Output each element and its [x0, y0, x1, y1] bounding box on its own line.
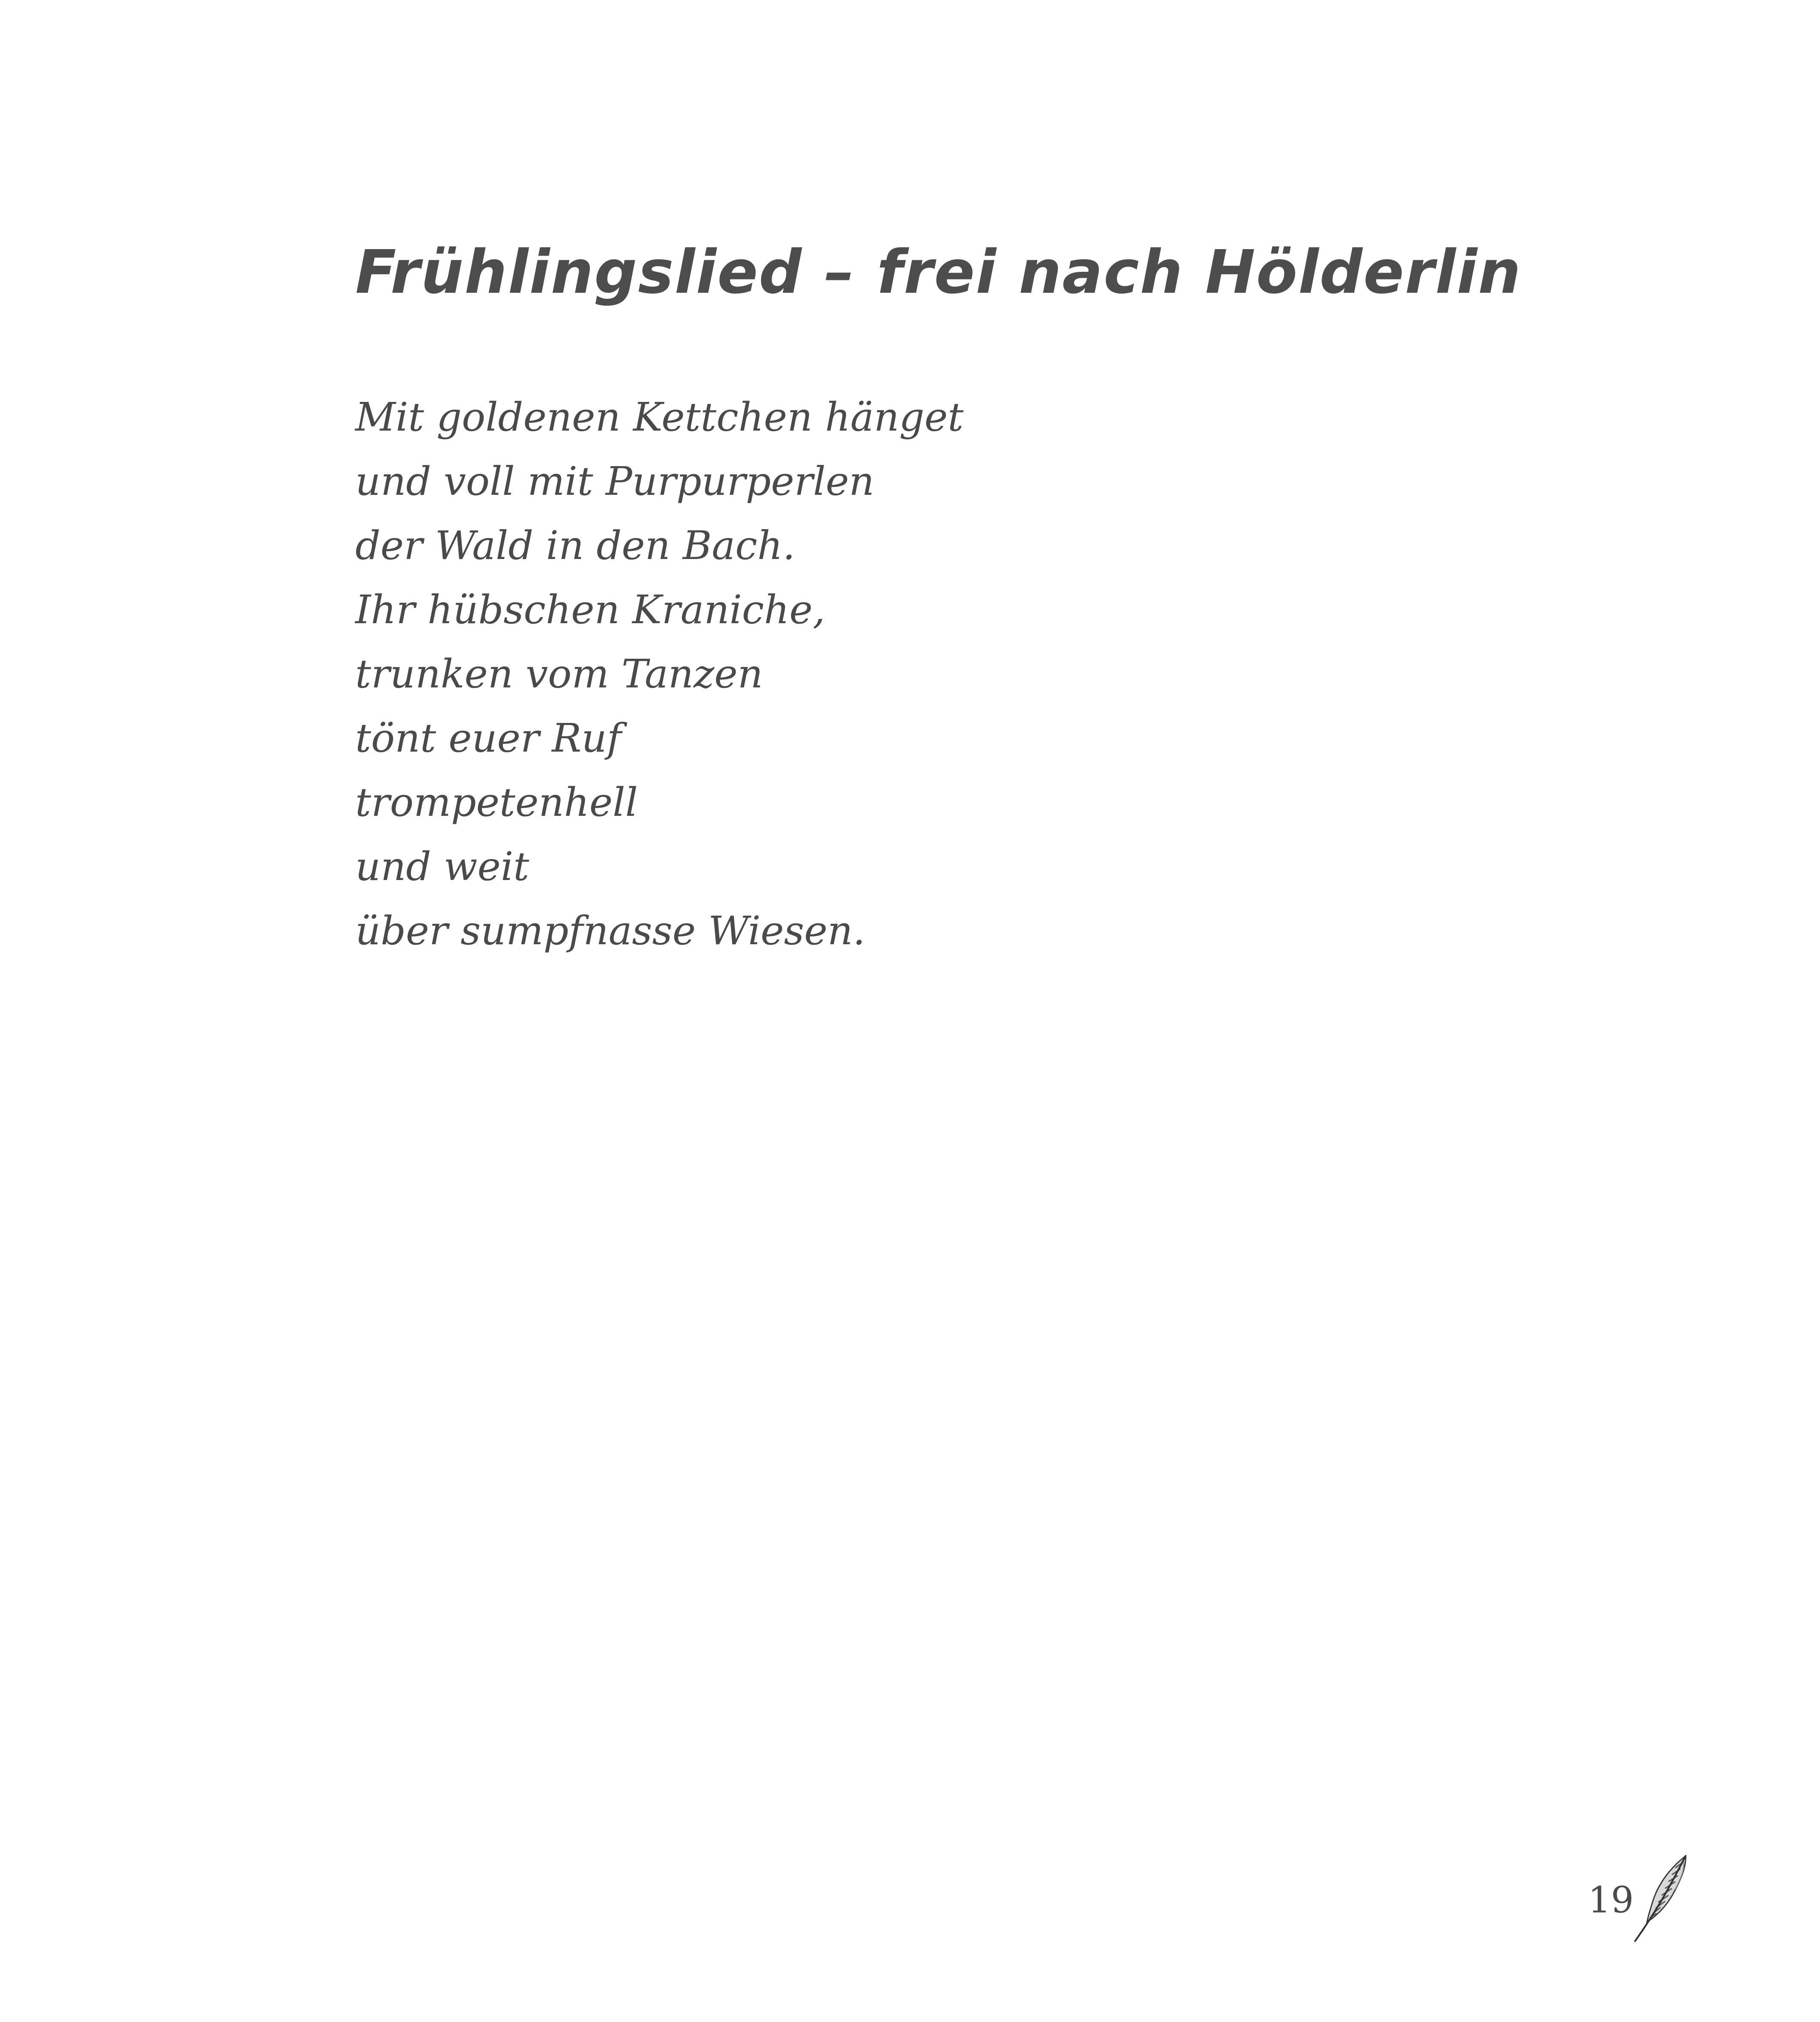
poem-line: Mit goldenen Kettchen hänget	[355, 394, 964, 440]
poem-line: der Wald in den Bach.	[355, 523, 795, 568]
poem-line: und weit	[355, 844, 529, 889]
quill-feather-icon	[1631, 1853, 1691, 1943]
poem-body	[355, 385, 964, 963]
poem-line: tönt euer Ruf	[355, 715, 622, 761]
poem-line: trunken vom Tanzen	[355, 651, 763, 697]
poem-line: über sumpfnasse Wiesen.	[355, 908, 865, 954]
poem-title: Frühlingslied – frei nach Hölderlin	[355, 238, 1522, 307]
page-footer	[1584, 1853, 1695, 1948]
poem-line: trompetenhell	[355, 779, 638, 825]
poem-line: und voll mit Purpurperlen	[355, 458, 874, 504]
page-number: 19	[1588, 1879, 1634, 1921]
poem-line: Ihr hübschen Kraniche,	[355, 587, 825, 633]
